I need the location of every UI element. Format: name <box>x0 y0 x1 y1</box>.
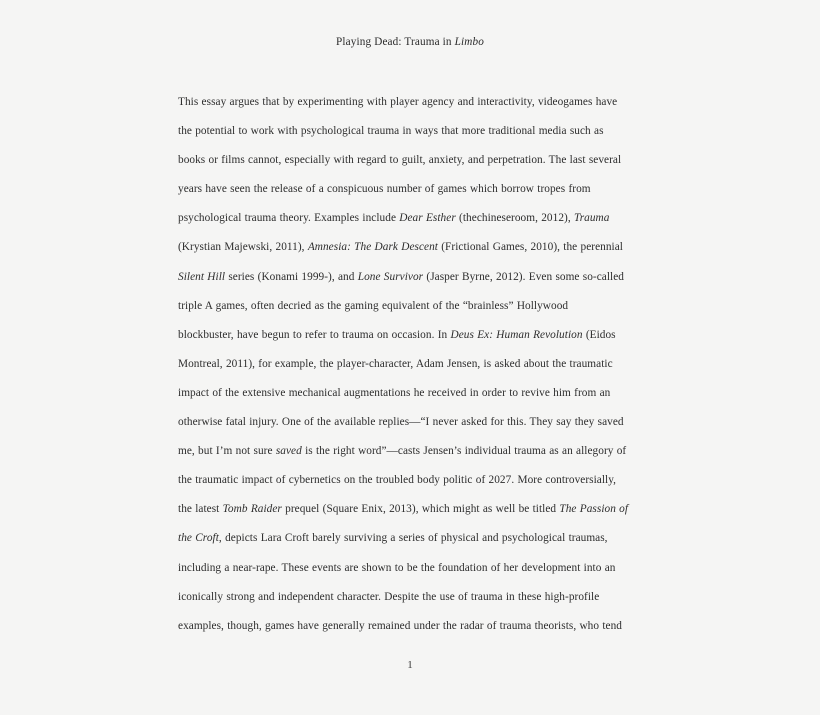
body-line-run: examples, though, games have generally remained under the radar of trauma theorists, who tend <box>178 619 623 632</box>
body-line-run: , depicts Lara Croft barely surviving a series of physical and psychological traumas, <box>218 532 608 545</box>
body-line <box>178 117 642 146</box>
body-line <box>178 175 642 204</box>
body-line-run: triple A games, often decried as the gaming equivalent of the “brainless” Hollywood <box>178 299 569 312</box>
body-line <box>178 437 642 466</box>
body-line-run: the potential to work with psychological trauma in ways that more traditional media such as <box>178 125 604 138</box>
body-line-run: the latest <box>178 503 223 516</box>
body-line-run: series (Konami 1999-), and <box>225 270 358 283</box>
body-line <box>178 379 642 408</box>
body-line <box>178 408 642 437</box>
body-line-run: Montreal, 2011), for example, the player-character, Adam Jensen, is asked about the traumatic <box>178 357 613 370</box>
body-line-italic-run: Lone Survivor <box>357 270 424 283</box>
title-italic-run: Limbo <box>454 36 484 48</box>
body-line-run: blockbuster, have begun to refer to trauma on occasion. In <box>178 328 451 341</box>
body-line-run: impact of the extensive mechanical augmentations he received in order to revive him from an <box>178 386 611 399</box>
body-line <box>178 495 642 524</box>
body-line-run: (thechineseroom, 2012), <box>455 212 574 225</box>
body-line-italic-run: Amnesia: The Dark Descent <box>307 241 438 254</box>
body-line-run: years have seen the release of a conspicuous number of games which borrow tropes from <box>178 183 591 196</box>
body-line <box>178 583 642 612</box>
body-line-italic-run: Silent Hill <box>178 270 226 283</box>
body-line-run: prequel (Square Enix, 2013), which might as well be titled <box>281 503 560 516</box>
body-line <box>178 554 642 583</box>
body-line-italic-run: Trauma <box>574 212 610 225</box>
body-line-run: the traumatic impact of cybernetics on the troubled body politic of 2027. More controversially, <box>178 474 617 487</box>
body-line-run: (Frictional Games, 2010), the perennial <box>437 241 623 254</box>
body-line-run: is the right word”—casts Jensen’s individual trauma as an allegory of <box>301 445 627 458</box>
body-line-run: iconically strong and independent character. Despite the use of trauma in these high-profile <box>178 590 600 603</box>
page-title <box>0 36 820 49</box>
body-line-run: (Eidos <box>582 328 616 341</box>
body-line <box>178 466 642 495</box>
body-text <box>178 88 642 641</box>
title-run: Playing Dead: Trauma in <box>336 36 455 48</box>
body-line-run: including a near-rape. These events are shown to be the foundation of her development into an <box>178 561 616 574</box>
body-line-run: psychological trauma theory. Examples include <box>178 212 400 225</box>
body-line <box>178 321 642 350</box>
body-line-run: (Krystian Majewski, 2011), <box>178 241 308 254</box>
page-number: 1 <box>407 659 413 671</box>
body-line-run: (Jasper Byrne, 2012). Even some so-called <box>423 270 624 283</box>
body-line <box>178 524 642 553</box>
body-line-italic-run: The Passion of <box>559 503 629 516</box>
body-line <box>178 146 642 175</box>
body-line-italic-run: Deus Ex: Human Revolution <box>450 328 583 341</box>
body-line <box>178 233 642 262</box>
body-line-run: This essay argues that by experimenting with player agency and interactivity, videogames have <box>178 96 618 108</box>
body-line <box>178 204 642 233</box>
body-line-italic-run: Tomb Raider <box>222 503 282 516</box>
body-line-italic-run: Dear Esther <box>399 212 456 225</box>
body-line <box>178 263 642 292</box>
body-line <box>178 612 642 641</box>
body-line <box>178 292 642 321</box>
body-line-italic-run: the Croft <box>178 532 219 545</box>
body-line-italic-run: saved <box>275 445 302 458</box>
body-line-run: me, but I’m not sure <box>178 445 276 458</box>
body-line-run: books or films cannot, especially with regard to guilt, anxiety, and perpetration. The last several <box>178 154 622 167</box>
body-line <box>178 350 642 379</box>
body-line-run: otherwise fatal injury. One of the available replies—“I never asked for this. They say they saved <box>178 416 624 429</box>
body-line <box>178 88 642 117</box>
